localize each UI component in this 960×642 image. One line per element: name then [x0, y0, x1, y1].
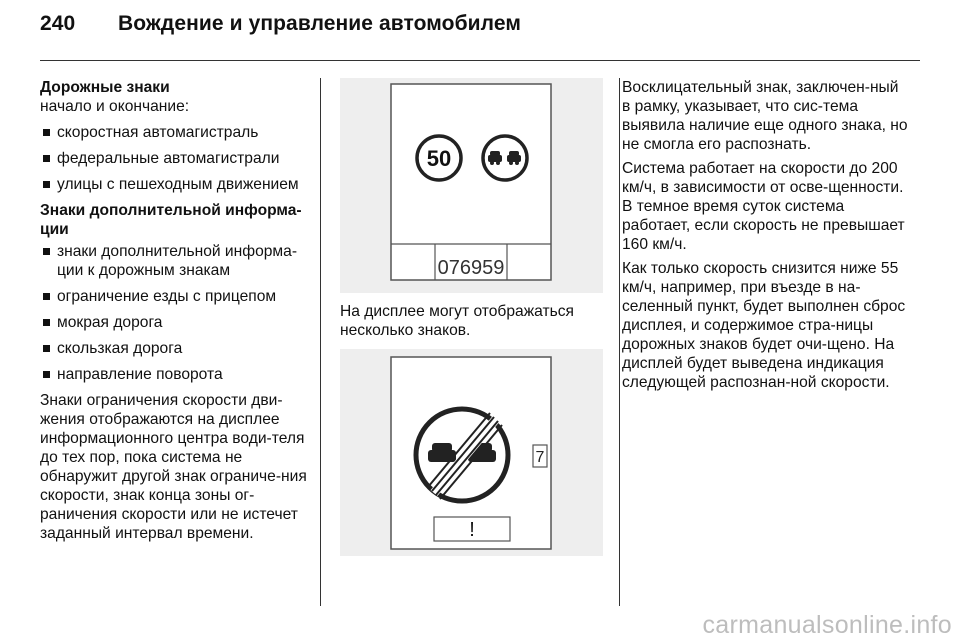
section-heading-road-signs: Дорожные знаки: [40, 79, 170, 96]
side-label: 7: [535, 449, 545, 466]
list-item: мокрая дорога: [40, 313, 308, 332]
list-item: скоростная автомагистраль: [40, 123, 308, 142]
sign-display-illustration: [340, 78, 603, 293]
figure-caption: На дисплее могут отображаться несколько знаков.: [340, 303, 574, 339]
watermark: carmanualsonline.info: [702, 611, 952, 639]
road-sign-list: [40, 123, 308, 194]
exclamation-mark: !: [469, 519, 475, 541]
left-column: [40, 78, 308, 548]
body-paragraph: Знаки ограничения скорости дви-жения отображаются на дисплее информационного центра води-теля до тех пор, пока система не обнаружит другой знак ограниче-ния скорости, знак конца зоны ог-раничения скорости или не истечет заданный интервал времени.: [40, 392, 307, 542]
column-divider-left: [320, 78, 321, 606]
list-item: улицы с пешеходным движением: [40, 175, 308, 194]
info-sign-list: [40, 242, 308, 384]
page-number: 240: [40, 12, 76, 35]
end-of-no-overtaking-icon: [416, 409, 508, 501]
speed-limit-icon: [417, 136, 461, 180]
body-paragraph: Восклицательный знак, заключен-ный в рамку, указывает, что сис-тема выявила наличие еще одного знака, но не смогла его распознать.: [622, 79, 908, 153]
page-title: Вождение и управление автомобилем: [118, 12, 521, 35]
right-column: [622, 78, 908, 397]
speed-limit-value: 50: [426, 146, 452, 171]
intro-text: начало и окончание:: [40, 98, 190, 115]
page-header: [40, 12, 521, 36]
list-item: знаки дополнительной информа-ции к дорожным знакам: [40, 242, 308, 280]
header-rule: [40, 60, 920, 61]
body-paragraph: Как только скорость снизится ниже 55 км/ч, например, при въезде в на-селенный пункт, будет выполнен сброс дисплея, и содержимое стра-ницы дорожных знаков будет очи-щено. На дисплей будет выведена индикация следующей распознан-ной скорости.: [622, 260, 906, 391]
column-divider-right: [619, 78, 620, 606]
list-item: направление поворота: [40, 365, 308, 384]
list-item: ограничение езды с прицепом: [40, 287, 308, 306]
section-heading-info-signs: Знаки дополнительной информа-ции: [40, 202, 302, 238]
figure-end-of-zone-sign: [340, 349, 603, 556]
list-item: федеральные автомагистрали: [40, 149, 308, 168]
figure-multiple-signs: [340, 78, 603, 293]
figure-code: 076959: [437, 257, 505, 279]
sign-display-illustration-2: [340, 349, 603, 556]
list-item: скользкая дорога: [40, 339, 308, 358]
no-overtaking-icon: [483, 136, 527, 180]
body-paragraph: Система работает на скорости до 200 км/ч, в зависимости от осве-щенности. В темное время суток система работает, если скорость не превышает 160 км/ч.: [622, 160, 905, 253]
